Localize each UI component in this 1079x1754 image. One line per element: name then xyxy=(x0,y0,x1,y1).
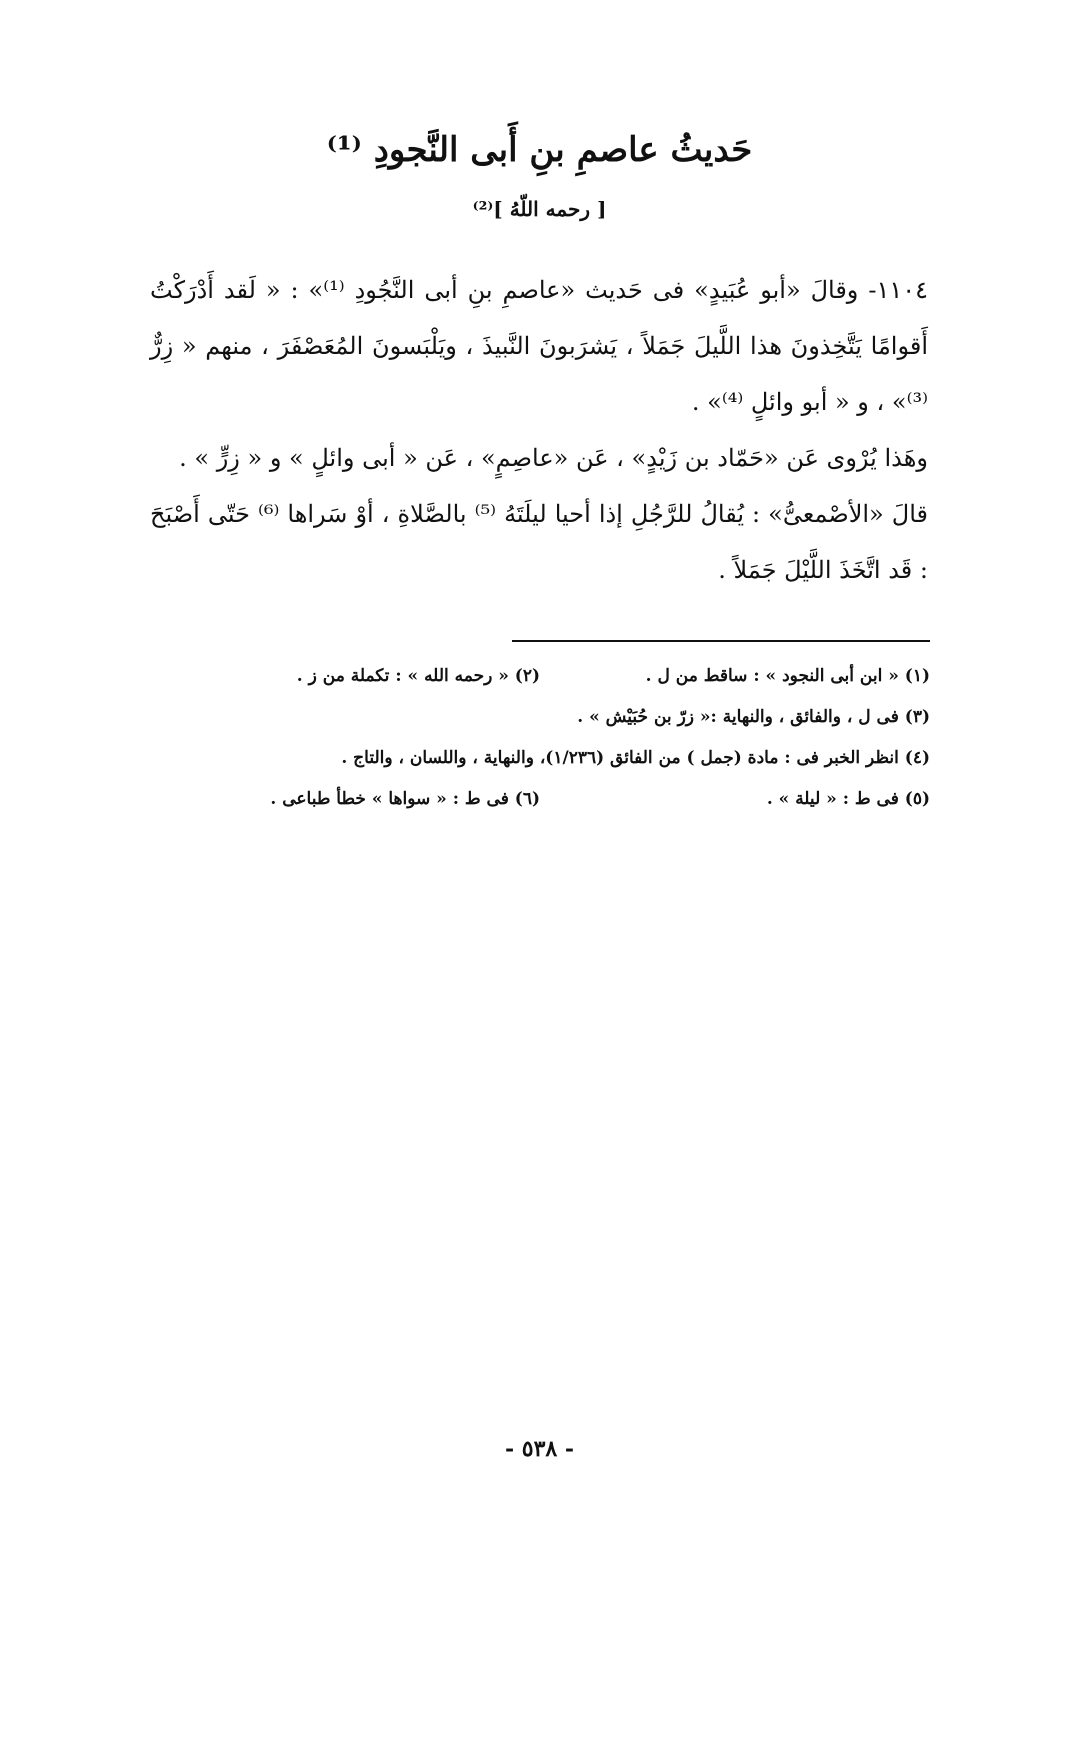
page-number: - ٥٣٨ - xyxy=(504,1436,575,1462)
main-text xyxy=(150,262,928,598)
paragraph-1104: ١١٠٤- وقالَ «أبو عُبَيدٍ» فى حَديث «عاصمِ بنِ أبى النَّجُودِ ⁽¹⁾» : « لَقد أَدْرَكْتُ أَقوامًا يَتَّخِذونَ هذا اللَّيلَ جَمَلاً ، يَشرَبونَ النَّبيذَ ، ويَلْبَسونَ المُعَصْفَرَ ، منهم « زِرٌّ ⁽³⁾» ، و « أبو وائلٍ ⁽⁴⁾» . xyxy=(150,276,929,416)
footnote-row xyxy=(160,656,930,697)
footnote-row xyxy=(160,779,930,820)
paragraph-chain-of-narration: وهَذا يُرْوى عَن «حَمّاد بن زَيْدٍ» ، عَن «عاصِمٍ» ، عَن « أبى وائلٍ » و « زِرٍّ » . xyxy=(179,444,928,472)
footnote-6: (٦) فى ط : « سواها » خطأ طباعى . xyxy=(270,789,540,809)
paragraph-asmai: قالَ «الأصْمعىُّ» : يُقالُ للرَّجُلِ إذا أحيا ليلَتَهُ ⁽⁵⁾ بالصَّلاةِ ، أوْ سَراها ⁽⁶⁾ حَتّى أَصْبَحَ : قَد اتَّخَذَ اللَّيْلَ جَمَلاً . xyxy=(150,500,929,584)
section-subtitle: [ رحمه اللّهُ ]⁽²⁾ xyxy=(472,197,607,221)
footnote-5: (٥) فى ط : « ليلة » . xyxy=(766,789,930,809)
footnote-row xyxy=(160,697,930,738)
footnote-4: (٤) انظر الخبر فى : مادة (جمل ) من الفائق (١/٢٣٦)، والنهاية ، واللسان ، والتاج . xyxy=(341,748,930,768)
footnote-divider xyxy=(512,640,930,642)
section-title: حَديثُ عاصمِ بنِ أَبى النَّجودِ ⁽¹⁾ xyxy=(326,130,753,170)
footnotes xyxy=(160,656,930,820)
footnote-1: (١) « ابن أبى النجود » : ساقط من ل . xyxy=(645,666,930,686)
footnote-3: (٣) فى ل ، والفائق ، والنهاية :« زرّ بن حُبَيْش » . xyxy=(577,707,930,727)
footnote-row xyxy=(160,738,930,779)
footnote-2: (٢) « رحمه الله » : تكملة من ز . xyxy=(296,666,540,686)
